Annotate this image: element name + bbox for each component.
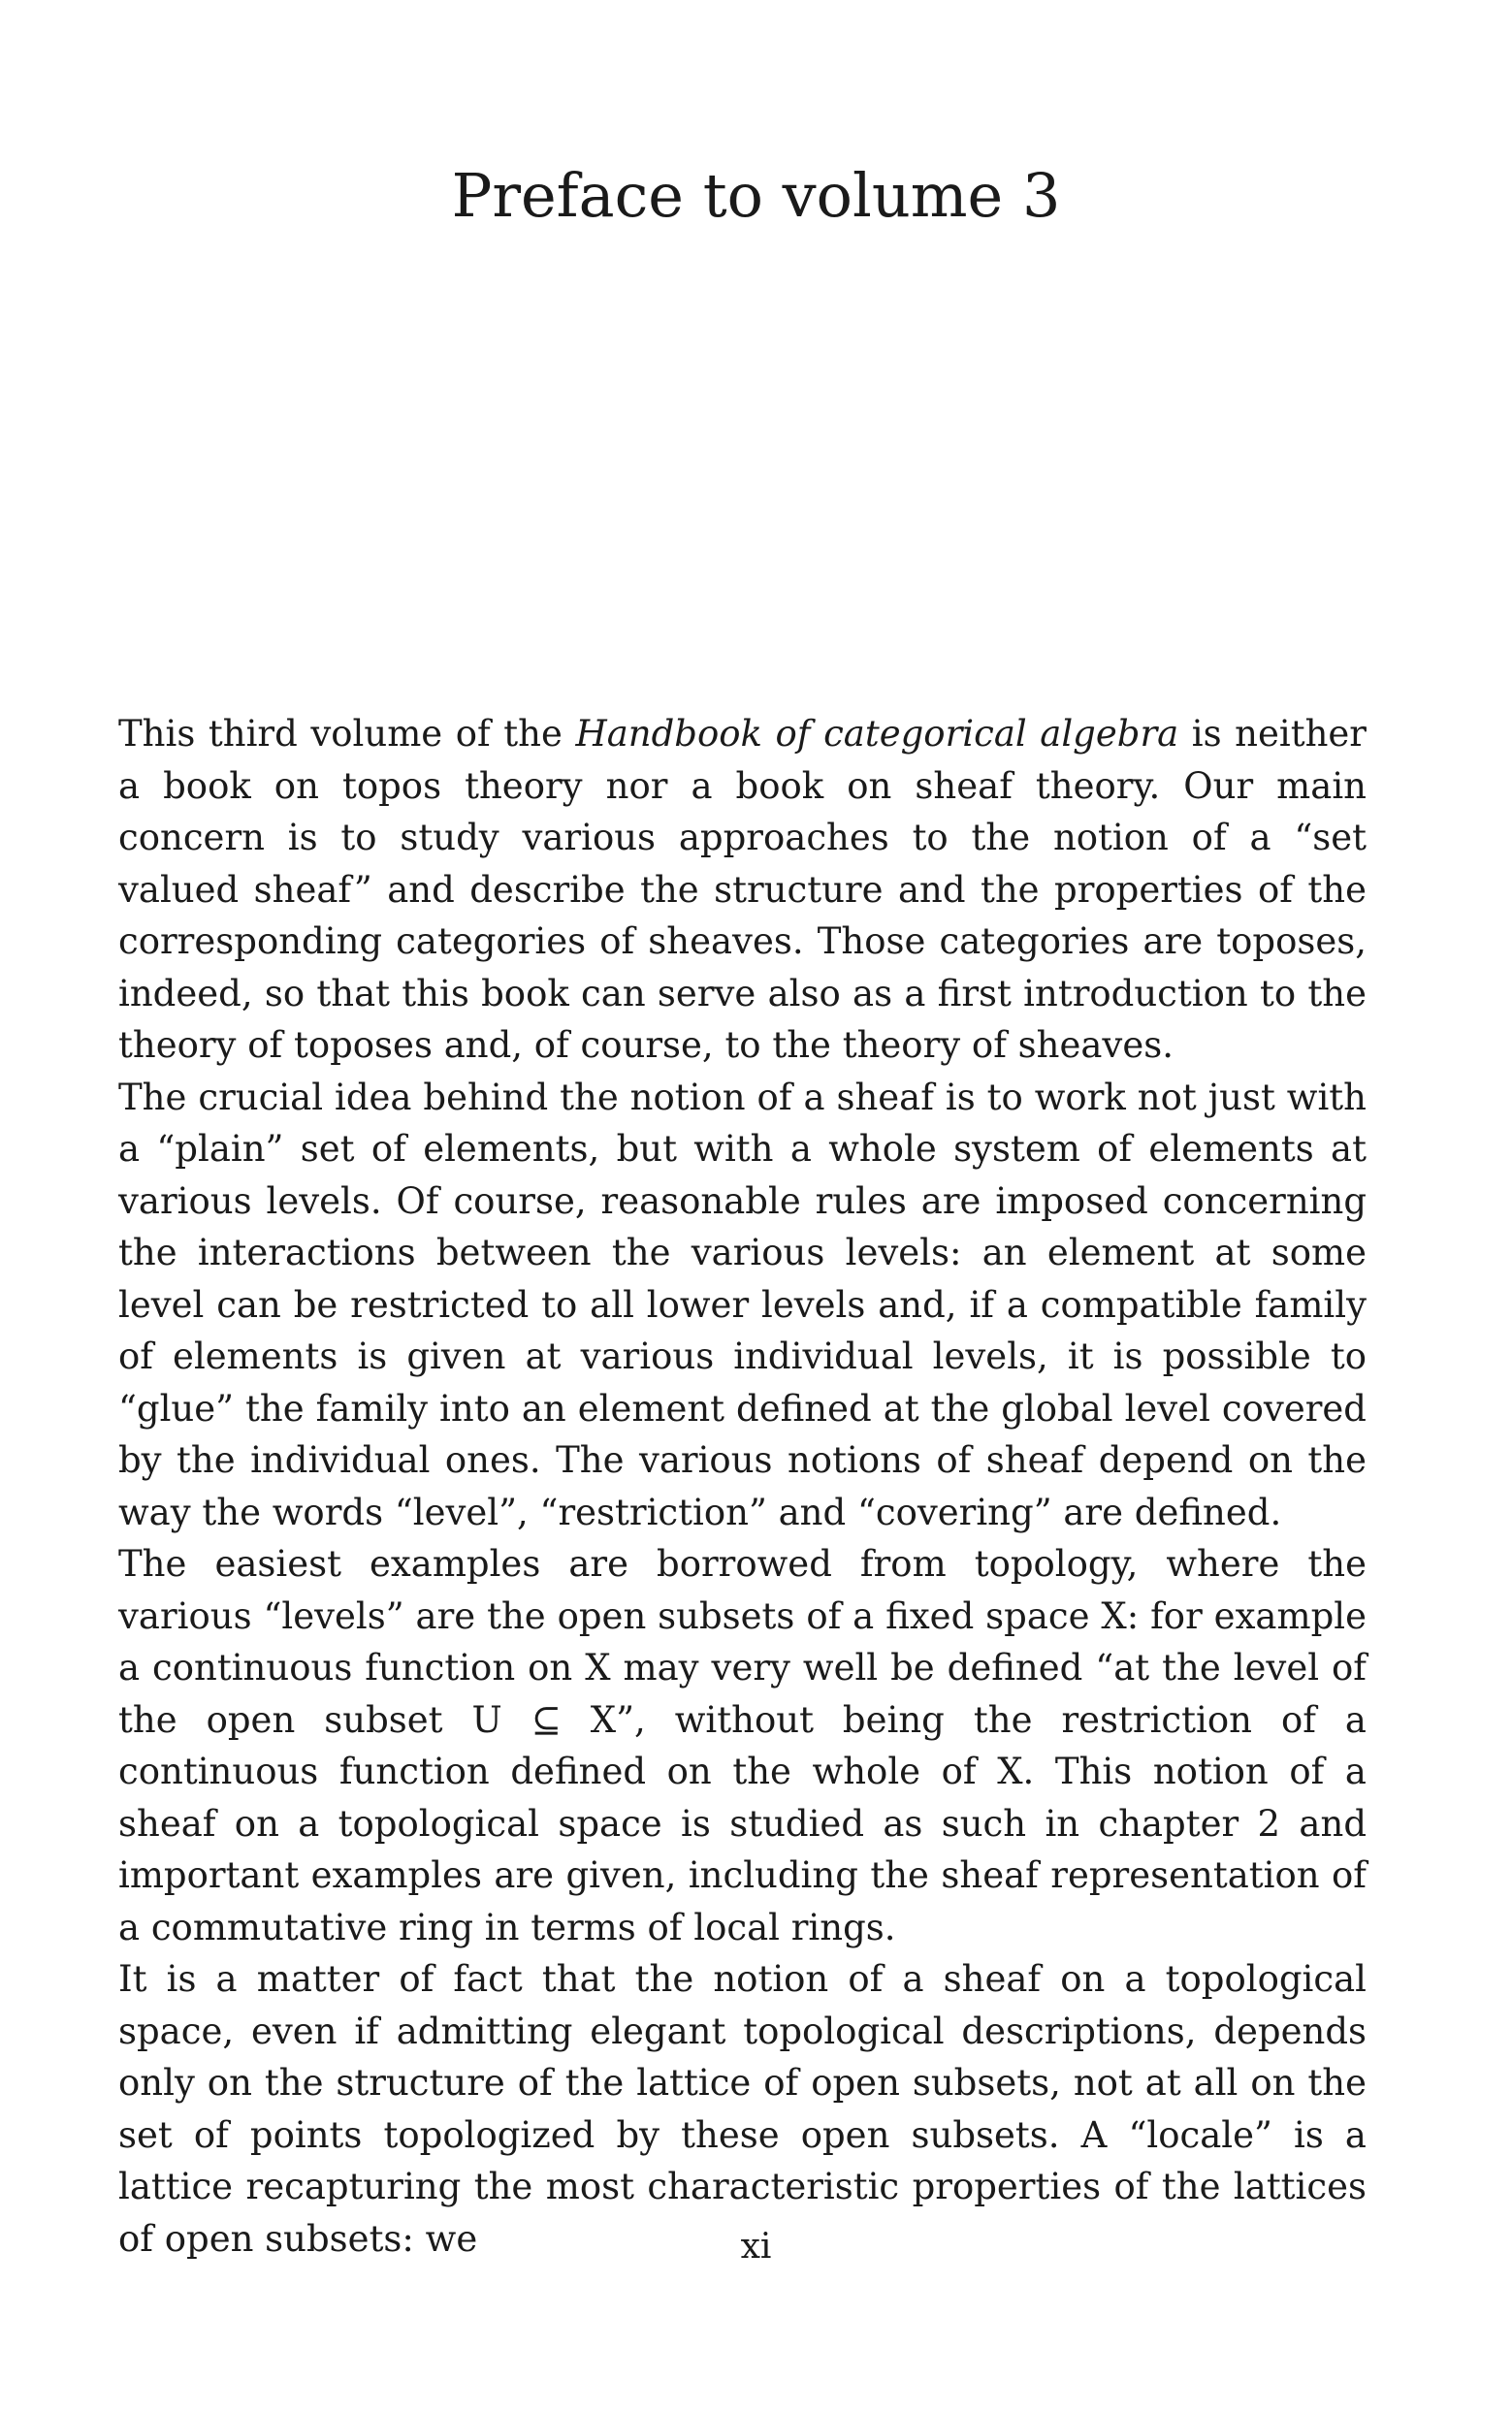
paragraph-2: The crucial idea behind the notion of a sheaf is to work not just with a “plain” set of elements, but with a whole system of elements at various levels. Of course, reasonable rules are imposed concerning the interactions between the various levels: an element at some level can be restricted to all lower levels and, if a compatible family of elements is given at various individual levels, it is possible to “glue” the family into an element defined at the global level covered by the individual ones. The various notions of sheaf depend on the way the words “level”, “restriction” and “covering” are defined. — [118, 1076, 1367, 1533]
paragraph-3: The easiest examples are borrowed from topology, where the various “levels” are the open subsets of a fixed space X: for example a continuous function on X may very well be defined “at the level of the open subset U ⊆ X”, without being the restriction of a continuous function defined on the whole of X. This notion of a sheaf on a topological space is studied as such in chapter 2 and important examples are given, including the sheaf representation of a commutative ring in terms of local rings. — [118, 1543, 1367, 1948]
book-title-italic: Handbook of categorical algebra — [575, 713, 1179, 755]
page-number: xi — [740, 2227, 772, 2267]
paragraph-4: It is a matter of fact that the notion of a sheaf on a topological space, even if admitting elegant topological descriptions, depends only on the structure of the lattice of open subsets, not at all on the set of points topologized by these open subsets. A “locale” is a lattice recapturing the most characteristic properties of the lattices of open subsets: we — [118, 1958, 1367, 2260]
preface-body — [118, 708, 1367, 2265]
paragraph-1-start: This third volume of the — [118, 713, 576, 755]
paragraph-1-rest: is neither a book on topos theory nor a book on sheaf theory. Our main concern is to study various approaches to the notion of a “set valued sheaf” and describe the structure and the properties of the corresponding categories of sheaves. Those categories are toposes, indeed, so that this book can serve also as a first introduction to the theory of toposes and, of course, to the theory of sheaves. — [118, 713, 1367, 1066]
page-title: Preface to volume 3 — [451, 160, 1061, 231]
paragraph-1 — [118, 708, 1367, 1072]
